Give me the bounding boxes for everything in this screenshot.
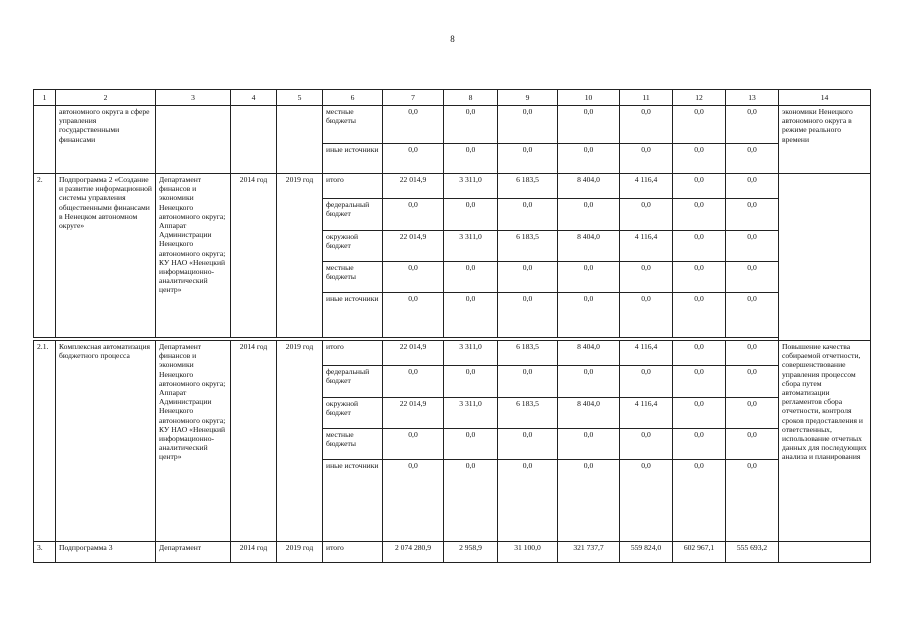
value-cell: 31 100,0 — [498, 542, 558, 563]
value-cell: 0,0 — [383, 144, 444, 174]
value-cell: 8 404,0 — [558, 231, 620, 262]
activity-name-cell: Подпрограмма 3 — [56, 542, 156, 563]
value-cell: 0,0 — [383, 262, 444, 293]
table-row — [34, 174, 871, 199]
value-cell: 0,0 — [444, 144, 498, 174]
value-cell: 0,0 — [673, 341, 726, 366]
value-cell: 0,0 — [726, 341, 779, 366]
value-cell: 555 693,2 — [726, 542, 779, 563]
value-cell: 0,0 — [498, 460, 558, 542]
end-year-cell: 2019 год — [277, 174, 323, 338]
value-cell: 0,0 — [726, 460, 779, 542]
funding-source-cell: итого — [323, 174, 383, 199]
value-cell: 0,0 — [673, 106, 726, 144]
funding-source-cell: иные источники — [323, 293, 383, 338]
value-cell: 0,0 — [558, 106, 620, 144]
value-cell: 4 116,4 — [620, 341, 673, 366]
value-cell: 0,0 — [558, 366, 620, 398]
value-cell: 0,0 — [673, 366, 726, 398]
value-cell: 0,0 — [620, 144, 673, 174]
row-number-cell: 2. — [34, 174, 56, 338]
column-header: 8 — [444, 90, 498, 106]
column-header: 13 — [726, 90, 779, 106]
value-cell: 0,0 — [498, 199, 558, 231]
row-number-cell: 3. — [34, 542, 56, 563]
value-cell: 6 183,5 — [498, 231, 558, 262]
funding-source-cell: иные источники — [323, 460, 383, 542]
value-cell: 4 116,4 — [620, 174, 673, 199]
executor-cell — [156, 106, 231, 174]
column-header: 4 — [231, 90, 277, 106]
funding-source-cell: итого — [323, 542, 383, 563]
funding-source-cell: федеральный бюджет — [323, 366, 383, 398]
end-year-cell: 2019 год — [277, 341, 323, 542]
value-cell: 0,0 — [558, 460, 620, 542]
funding-source-cell: федеральный бюджет — [323, 199, 383, 231]
value-cell: 0,0 — [558, 199, 620, 231]
result-cell: экономики Ненецкого автономного округа в режиме реального времени — [779, 106, 871, 174]
value-cell: 8 404,0 — [558, 398, 620, 429]
value-cell: 6 183,5 — [498, 398, 558, 429]
column-header: 14 — [779, 90, 871, 106]
value-cell: 0,0 — [383, 366, 444, 398]
value-cell: 0,0 — [558, 293, 620, 338]
value-cell: 0,0 — [673, 429, 726, 460]
value-cell: 0,0 — [726, 199, 779, 231]
result-cell — [779, 542, 871, 563]
funding-source-cell: местные бюджеты — [323, 429, 383, 460]
row-number-cell: 2.1. — [34, 341, 56, 542]
header-row — [34, 90, 871, 106]
value-cell: 0,0 — [558, 429, 620, 460]
value-cell: 4 116,4 — [620, 231, 673, 262]
value-cell: 0,0 — [673, 174, 726, 199]
column-header: 5 — [277, 90, 323, 106]
value-cell: 0,0 — [383, 199, 444, 231]
value-cell: 0,0 — [620, 366, 673, 398]
value-cell: 2 074 280,9 — [383, 542, 444, 563]
value-cell: 0,0 — [726, 293, 779, 338]
column-header: 12 — [673, 90, 726, 106]
value-cell: 0,0 — [383, 106, 444, 144]
value-cell: 0,0 — [444, 429, 498, 460]
value-cell: 0,0 — [620, 429, 673, 460]
value-cell: 0,0 — [726, 174, 779, 199]
value-cell: 0,0 — [726, 366, 779, 398]
row-number-cell — [34, 106, 56, 174]
value-cell: 0,0 — [620, 106, 673, 144]
value-cell: 2 958,9 — [444, 542, 498, 563]
value-cell: 6 183,5 — [498, 341, 558, 366]
value-cell: 0,0 — [620, 460, 673, 542]
value-cell: 3 311,0 — [444, 231, 498, 262]
value-cell: 0,0 — [673, 398, 726, 429]
value-cell: 3 311,0 — [444, 341, 498, 366]
value-cell: 0,0 — [444, 293, 498, 338]
value-cell: 0,0 — [498, 366, 558, 398]
value-cell: 0,0 — [444, 460, 498, 542]
value-cell: 0,0 — [673, 144, 726, 174]
start-year-cell: 2014 год — [231, 341, 277, 542]
column-header: 9 — [498, 90, 558, 106]
value-cell: 0,0 — [498, 106, 558, 144]
value-cell: 0,0 — [558, 144, 620, 174]
value-cell: 0,0 — [558, 262, 620, 293]
value-cell: 0,0 — [498, 262, 558, 293]
funding-source-cell: местные бюджеты — [323, 262, 383, 293]
value-cell: 0,0 — [383, 429, 444, 460]
value-cell: 0,0 — [726, 144, 779, 174]
column-header: 6 — [323, 90, 383, 106]
value-cell: 0,0 — [383, 293, 444, 338]
column-header: 3 — [156, 90, 231, 106]
funding-source-cell: окружной бюджет — [323, 231, 383, 262]
activity-name-cell: Комплексная автоматизация бюджетного процесса — [56, 341, 156, 542]
funding-source-cell: итого — [323, 341, 383, 366]
value-cell: 3 311,0 — [444, 174, 498, 199]
result-cell — [779, 174, 871, 341]
column-header: 7 — [383, 90, 444, 106]
value-cell: 0,0 — [620, 293, 673, 338]
value-cell: 0,0 — [673, 293, 726, 338]
executor-cell: Департамент финансов и экономики Ненецкого автономного округа; Аппарат Администрации Ненецкого автономного округа; КУ НАО «Ненецкий информационно-аналитический центр» — [156, 174, 231, 338]
funding-source-cell: иные источники — [323, 144, 383, 174]
executor-cell: Департамент — [156, 542, 231, 563]
value-cell: 4 116,4 — [620, 398, 673, 429]
value-cell: 22 014,9 — [383, 398, 444, 429]
end-year-cell — [277, 106, 323, 174]
start-year-cell — [231, 106, 277, 174]
activity-name-cell: Подпрограмма 2 «Создание и развитие информационной системы управления общественными финансами в Ненецком автономном округе» — [56, 174, 156, 338]
value-cell: 0,0 — [444, 199, 498, 231]
column-header: 1 — [34, 90, 56, 106]
value-cell: 3 311,0 — [444, 398, 498, 429]
value-cell: 22 014,9 — [383, 341, 444, 366]
value-cell: 0,0 — [444, 106, 498, 144]
value-cell: 0,0 — [673, 231, 726, 262]
column-header: 11 — [620, 90, 673, 106]
value-cell: 0,0 — [726, 429, 779, 460]
value-cell: 602 967,1 — [673, 542, 726, 563]
table-row — [34, 542, 871, 563]
value-cell: 0,0 — [498, 293, 558, 338]
funding-source-cell: окружной бюджет — [323, 398, 383, 429]
value-cell: 0,0 — [726, 398, 779, 429]
value-cell: 8 404,0 — [558, 174, 620, 199]
value-cell: 0,0 — [673, 262, 726, 293]
value-cell: 0,0 — [726, 231, 779, 262]
value-cell: 0,0 — [620, 262, 673, 293]
value-cell: 0,0 — [673, 460, 726, 542]
end-year-cell: 2019 год — [277, 542, 323, 563]
value-cell: 0,0 — [726, 262, 779, 293]
funding-table — [33, 89, 871, 563]
start-year-cell: 2014 год — [231, 174, 277, 338]
value-cell: 321 737,7 — [558, 542, 620, 563]
value-cell: 8 404,0 — [558, 341, 620, 366]
value-cell: 22 014,9 — [383, 174, 444, 199]
column-header: 2 — [56, 90, 156, 106]
value-cell: 0,0 — [620, 199, 673, 231]
value-cell: 0,0 — [444, 366, 498, 398]
result-cell: Повышение качества собираемой отчетности, совершенствование управления процессом сбора путем автоматизации регламентов сбора отчетности, контроля сроков предоставления и ответственных, использование отчетных данных для последующих анализа и планирования — [779, 341, 871, 542]
value-cell: 0,0 — [498, 144, 558, 174]
activity-name-cell: автономного округа в сфере управления государственными финансами — [56, 106, 156, 174]
value-cell: 0,0 — [444, 262, 498, 293]
value-cell: 0,0 — [383, 460, 444, 542]
value-cell: 559 824,0 — [620, 542, 673, 563]
table-row — [34, 341, 871, 366]
value-cell: 0,0 — [498, 429, 558, 460]
executor-cell: Департамент финансов и экономики Ненецкого автономного округа; Аппарат Администрации Ненецкого автономного округа; КУ НАО «Ненецкий информационно-аналитический центр» — [156, 341, 231, 542]
value-cell: 6 183,5 — [498, 174, 558, 199]
value-cell: 0,0 — [726, 106, 779, 144]
value-cell: 22 014,9 — [383, 231, 444, 262]
value-cell: 0,0 — [673, 199, 726, 231]
funding-source-cell: местные бюджеты — [323, 106, 383, 144]
page-number: 8 — [450, 34, 455, 44]
column-header: 10 — [558, 90, 620, 106]
table-row — [34, 106, 871, 144]
start-year-cell: 2014 год — [231, 542, 277, 563]
